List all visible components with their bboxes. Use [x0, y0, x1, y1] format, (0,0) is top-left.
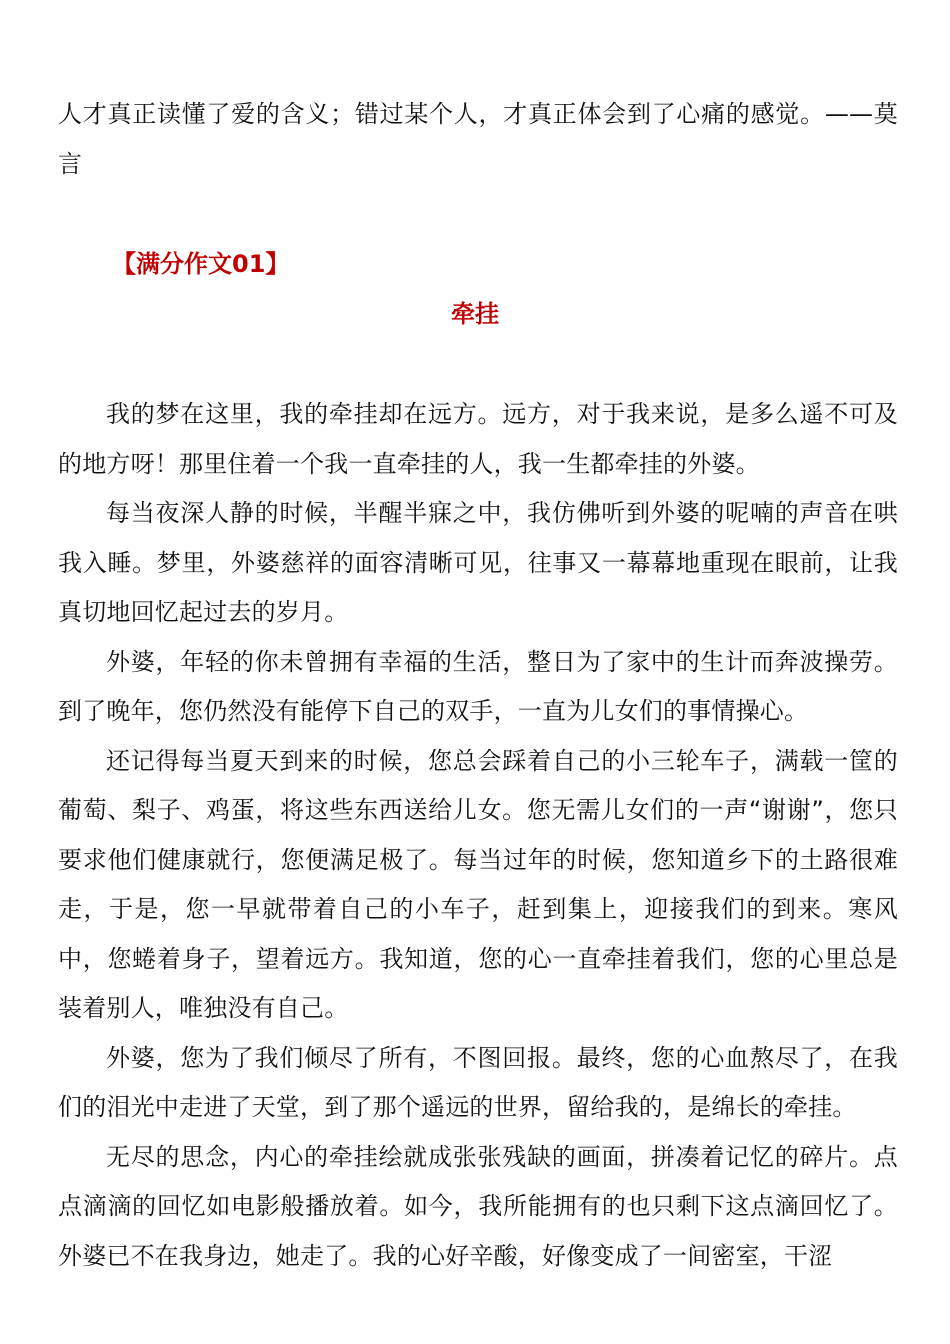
- essay-paragraph: 每当夜深人静的时候，半醒半寐之中，我仿佛听到外婆的呢喃的声音在哄我入睡。梦里，外婆慈祥的面容清晰可见，往事又一幕幕地重现在眼前，让我真切地回忆起过去的岁月。: [58, 499, 898, 626]
- essay-title: 牵挂: [451, 300, 499, 328]
- essay-paragraph: 无尽的思念，内心的牵挂绘就成张张残缺的画面，拼凑着记忆的碎片。点点滴滴的回忆如电影般播放着。如今，我所能拥有的也只剩下这点滴回忆了。外婆已不在我身边，她走了。我的心好辛酸，好像变成了一间密室，干涩: [58, 1142, 898, 1270]
- essay-body: [58, 390, 898, 1281]
- essay-paragraph: 我的梦在这里，我的牵挂却在远方。远方，对于我来说，是多么遥不可及的地方呀！那里住着一个我一直牵挂的人，我一生都牵挂的外婆。: [58, 400, 898, 478]
- essay-paragraph: 外婆，您为了我们倾尽了所有，不图回报。最终，您的心血熬尽了，在我们的泪光中走进了天堂，到了那个遥远的世界，留给我的，是绵长的牵挂。: [58, 1043, 898, 1121]
- section-label: 【满分作文01】: [112, 250, 290, 278]
- essay-paragraph: 外婆，年轻的你未曾拥有幸福的生活，整日为了家中的生计而奔波操劳。到了晚年，您仍然没有能停下自己的双手，一直为儿女们的事情操心。: [58, 647, 898, 725]
- essay-paragraph: 还记得每当夏天到来的时候，您总会踩着自己的小三轮车子，满载一筐的葡萄、梨子、鸡蛋，将这些东西送给儿女。您无需儿女们的一声“谢谢”，您只要求他们健康就行，您便满足极了。每当过年的时候，您知道乡下的土路很难走，于是，您一早就带着自己的小车子，赶到集上，迎接我们的到来。寒风中，您蜷着身子，望着远方。我知道，您的心一直牵挂着我们，您的心里总是装着别人，唯独没有自己。: [58, 746, 898, 1022]
- intro-quote: 人才真正读懂了爱的含义；错过某个人，才真正体会到了心痛的感觉。——莫言: [58, 100, 898, 178]
